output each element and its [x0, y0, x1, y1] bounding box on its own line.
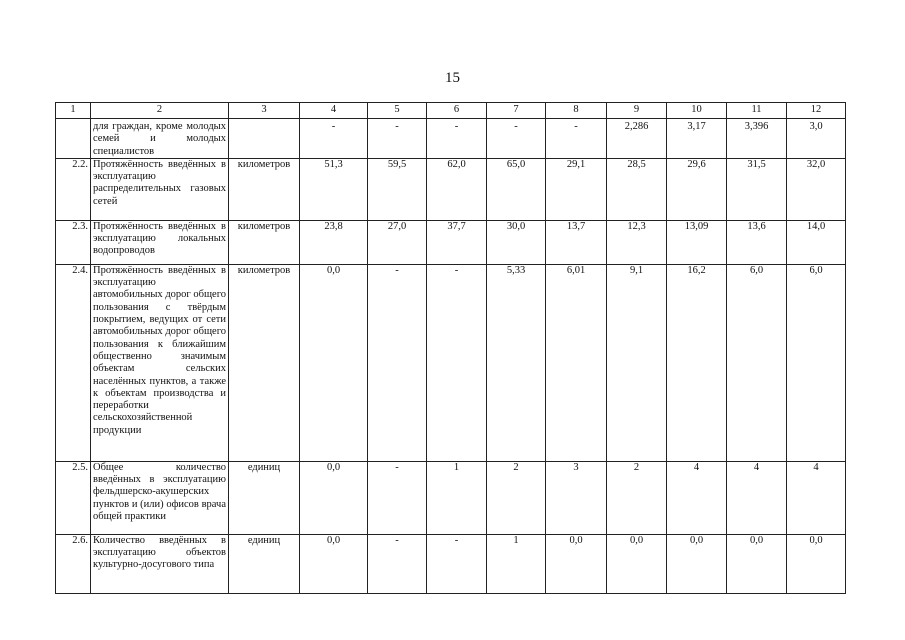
column-header: 6 [427, 103, 487, 119]
table-row [56, 119, 846, 159]
column-header: 5 [368, 103, 427, 119]
column-header: 3 [229, 103, 300, 119]
value-cell: 30,0 [487, 220, 546, 264]
value-cell: 5,33 [487, 264, 546, 461]
value-cell: 31,5 [727, 158, 787, 220]
row-number: 2.2. [56, 158, 91, 220]
value-cell: 0,0 [546, 534, 607, 593]
column-header: 7 [487, 103, 546, 119]
indicators-table [55, 102, 846, 594]
value-cell: - [300, 119, 368, 159]
value-cell: - [546, 119, 607, 159]
indicator-name: Протяжённость введённых в эксплуатацию распределительных газовых сетей [91, 158, 229, 220]
column-number-row [56, 103, 846, 119]
value-cell: 59,5 [368, 158, 427, 220]
value-cell: 4 [667, 461, 727, 534]
unit-cell: километров [229, 264, 300, 461]
indicator-name: Количество введённых в эксплуатацию объектов культурно-досугового типа [91, 534, 229, 593]
value-cell: 1 [427, 461, 487, 534]
value-cell: - [427, 534, 487, 593]
indicator-name: для граждан, кроме молодых семей и молодых специалистов [91, 119, 229, 159]
row-number: 2.6. [56, 534, 91, 593]
value-cell: 27,0 [368, 220, 427, 264]
value-cell: 28,5 [607, 158, 667, 220]
value-cell: 0,0 [300, 264, 368, 461]
value-cell: - [427, 264, 487, 461]
column-header: 9 [607, 103, 667, 119]
value-cell: 13,09 [667, 220, 727, 264]
column-header: 12 [787, 103, 846, 119]
value-cell: 29,6 [667, 158, 727, 220]
column-header: 2 [91, 103, 229, 119]
value-cell: 32,0 [787, 158, 846, 220]
column-header: 1 [56, 103, 91, 119]
table-row [56, 158, 846, 220]
indicator-name: Протяжённость введённых в эксплуатацию автомобильных дорог общего пользования с твёрдым покрытием, ведущих от сети автомобильных дорог общего пользования к ближайшим общественно значимым объектам сельских населённых пунктов, а также к объектам производства и переработки сельскохозяйственной продукции [91, 264, 229, 461]
value-cell: 29,1 [546, 158, 607, 220]
page-number: 15 [445, 70, 460, 86]
value-cell: 0,0 [300, 461, 368, 534]
unit-cell: единиц [229, 534, 300, 593]
value-cell: 9,1 [607, 264, 667, 461]
value-cell: 14,0 [787, 220, 846, 264]
value-cell: 37,7 [427, 220, 487, 264]
value-cell: 0,0 [667, 534, 727, 593]
row-number [56, 119, 91, 159]
value-cell: 12,3 [607, 220, 667, 264]
table-row [56, 534, 846, 593]
unit-cell: единиц [229, 461, 300, 534]
value-cell: 4 [787, 461, 846, 534]
column-header: 4 [300, 103, 368, 119]
table-row [56, 220, 846, 264]
value-cell: 23,8 [300, 220, 368, 264]
row-number: 2.3. [56, 220, 91, 264]
value-cell: 0,0 [787, 534, 846, 593]
value-cell: 6,01 [546, 264, 607, 461]
value-cell: - [427, 119, 487, 159]
row-number: 2.4. [56, 264, 91, 461]
unit-cell: километров [229, 158, 300, 220]
unit-cell [229, 119, 300, 159]
value-cell: 65,0 [487, 158, 546, 220]
indicator-name: Общее количество введённых в эксплуатацию фельдшерско-акушерских пунктов и (или) офисов врача общей практики [91, 461, 229, 534]
column-header: 8 [546, 103, 607, 119]
value-cell: 6,0 [787, 264, 846, 461]
value-cell: 0,0 [300, 534, 368, 593]
value-cell: 13,6 [727, 220, 787, 264]
value-cell: - [368, 264, 427, 461]
value-cell: 16,2 [667, 264, 727, 461]
value-cell: 0,0 [727, 534, 787, 593]
value-cell: 2 [607, 461, 667, 534]
value-cell: 0,0 [607, 534, 667, 593]
value-cell: 51,3 [300, 158, 368, 220]
value-cell: 3,17 [667, 119, 727, 159]
column-header: 11 [727, 103, 787, 119]
indicator-name: Протяжённость введённых в эксплуатацию локальных водопроводов [91, 220, 229, 264]
value-cell: - [487, 119, 546, 159]
table-row [56, 461, 846, 534]
value-cell: 3,0 [787, 119, 846, 159]
column-header: 10 [667, 103, 727, 119]
value-cell: 4 [727, 461, 787, 534]
value-cell: 3 [546, 461, 607, 534]
table-row [56, 264, 846, 461]
value-cell: - [368, 461, 427, 534]
value-cell: 2,286 [607, 119, 667, 159]
value-cell: 1 [487, 534, 546, 593]
value-cell: 2 [487, 461, 546, 534]
value-cell: 62,0 [427, 158, 487, 220]
value-cell: - [368, 534, 427, 593]
row-number: 2.5. [56, 461, 91, 534]
unit-cell: километров [229, 220, 300, 264]
value-cell: 6,0 [727, 264, 787, 461]
value-cell: 3,396 [727, 119, 787, 159]
value-cell: 13,7 [546, 220, 607, 264]
value-cell: - [368, 119, 427, 159]
